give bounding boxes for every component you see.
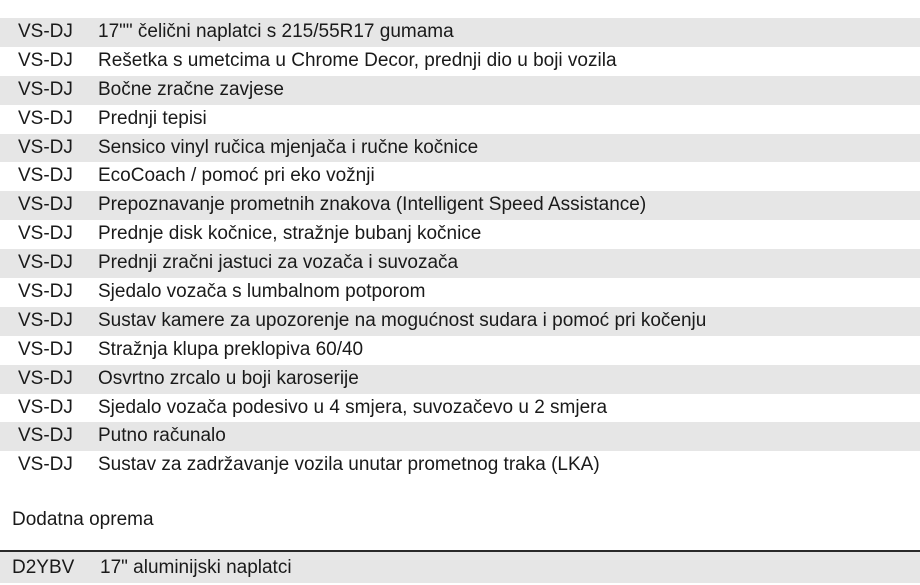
equipment-description: Sustav kamere za upozorenje na mogućnost sudara i pomoć pri kočenju — [98, 309, 707, 331]
equipment-description: Putno računalo — [98, 425, 226, 447]
equipment-code: VS-DJ — [18, 454, 73, 476]
equipment-code: VS-DJ — [18, 252, 73, 274]
equipment-description: Prednji tepisi — [98, 107, 207, 129]
equipment-description: 17" aluminijski naplatci — [100, 557, 292, 578]
list-item — [0, 336, 920, 365]
equipment-code: VS-DJ — [18, 338, 73, 360]
equipment-code: VS-DJ — [18, 281, 73, 303]
list-item — [0, 249, 920, 278]
equipment-description: 17"" čelični naplatci s 215/55R17 gumama — [98, 21, 454, 42]
equipment-description: Osvrtno zrcalo u boji karoserije — [98, 367, 359, 389]
equipment-description: Prednje disk kočnice, stražnje bubanj kočnice — [98, 223, 482, 245]
equipment-code: VS-DJ — [18, 136, 73, 158]
equipment-description: Sjedalo vozača podesivo u 4 smjera, suvozačevo u 2 smjera — [98, 396, 608, 418]
equipment-code: D2YBV — [12, 557, 75, 578]
equipment-description: Prepoznavanje prometnih znakova (Intelligent Speed Assistance) — [98, 194, 647, 216]
list-item — [0, 394, 920, 423]
equipment-code: VS-DJ — [18, 396, 73, 418]
list-item — [0, 307, 920, 336]
list-item — [0, 105, 920, 134]
equipment-description: Prednji zračni jastuci za vozača i suvozača — [98, 252, 459, 274]
list-item — [0, 162, 920, 191]
equipment-description: Sustav za zadržavanje vozila unutar prometnog traka (LKA) — [98, 454, 600, 476]
equipment-description: Stražnja klupa preklopiva 60/40 — [98, 338, 364, 360]
optional-equipment-heading: Dodatna oprema — [12, 509, 154, 530]
equipment-code: VS-DJ — [18, 165, 73, 187]
equipment-code: VS-DJ — [18, 21, 73, 42]
list-item — [0, 191, 920, 220]
list-item — [0, 134, 920, 163]
equipment-code: VS-DJ — [18, 78, 73, 100]
equipment-code: VS-DJ — [18, 194, 73, 216]
equipment-description: Bočne zračne zavjese — [98, 78, 284, 100]
equipment-description: EcoCoach / pomoć pri eko vožnji — [98, 165, 375, 187]
list-item — [0, 552, 920, 583]
list-item — [0, 365, 920, 394]
list-item — [0, 76, 920, 105]
list-item — [0, 451, 920, 480]
equipment-description: Sjedalo vozača s lumbalnom potporom — [98, 281, 426, 303]
list-item — [0, 422, 920, 451]
equipment-code: VS-DJ — [18, 367, 73, 389]
list-item — [0, 18, 920, 47]
list-item — [0, 220, 920, 249]
list-item — [0, 47, 920, 76]
equipment-code: VS-DJ — [18, 223, 73, 245]
equipment-code: VS-DJ — [18, 49, 73, 71]
equipment-description: Sensico vinyl ručica mjenjača i ručne kočnice — [98, 136, 479, 158]
optional-equipment-list — [0, 550, 920, 583]
equipment-description: Rešetka s umetcima u Chrome Decor, prednji dio u boji vozila — [98, 49, 617, 71]
equipment-code: VS-DJ — [18, 425, 73, 447]
equipment-code: VS-DJ — [18, 309, 73, 331]
list-item — [0, 278, 920, 307]
equipment-code: VS-DJ — [18, 107, 73, 129]
standard-equipment-list — [0, 18, 920, 480]
